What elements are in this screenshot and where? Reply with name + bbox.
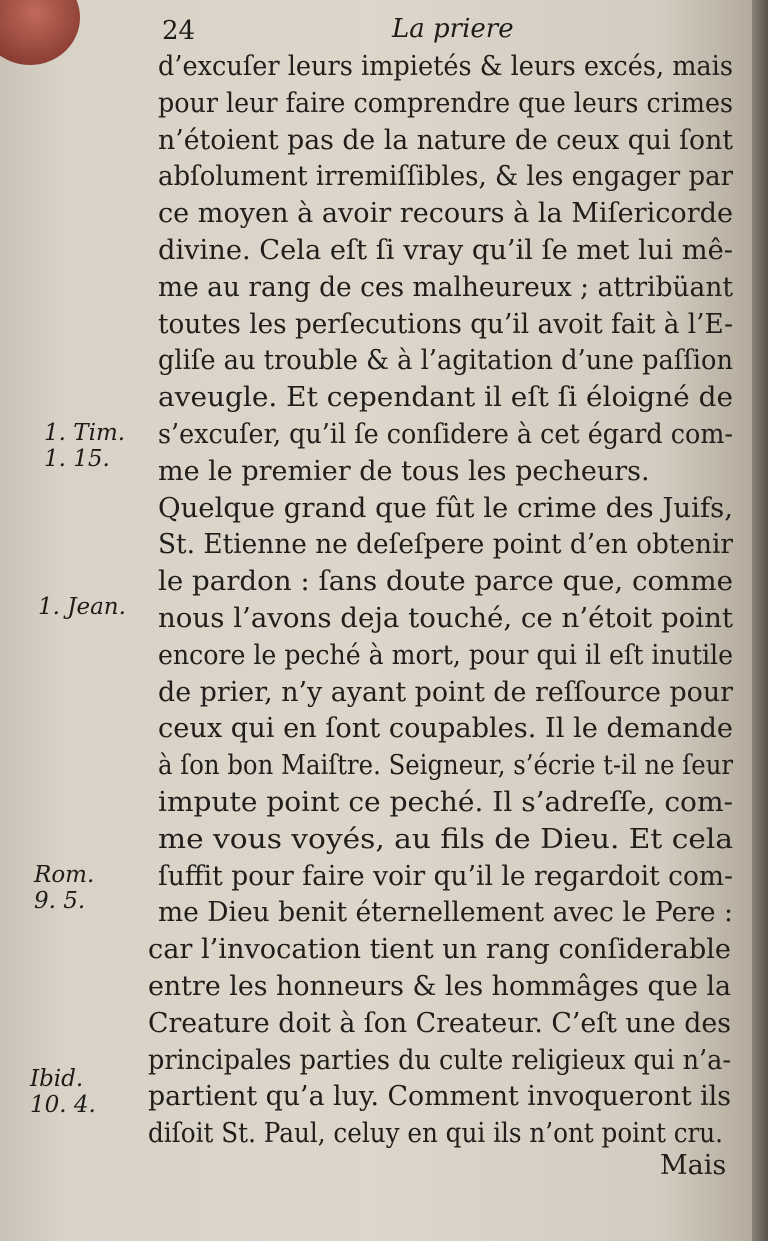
thumb — [0, 0, 80, 65]
running-head: La priere — [392, 14, 514, 44]
page-edge — [752, 0, 768, 1241]
text-line: toutes les perſecutions qu’il avoit fait à l’E- — [158, 308, 734, 340]
text-line: s’excuſer, qu’il ſe conſidere à cet égard com- — [158, 419, 734, 450]
text-line: ce moyen à avoir recours à la Miſericorde — [158, 198, 733, 230]
margin-note-line: 9. 5. — [34, 888, 86, 914]
text-line: me le premier de tous les pecheurs. — [158, 455, 650, 487]
text-line: pour leur faire comprendre que leurs crimes — [158, 87, 733, 119]
margin-note-line: Ibid. — [30, 1066, 84, 1092]
text-line: partient qu’a luy. Comment invoqueront ils — [148, 1081, 732, 1113]
text-line: diſoit St. Paul, celuy en qui ils n’ont point cru. — [148, 1118, 724, 1150]
text-line: St. Etienne ne deſeſpere point d’en obtenir — [158, 529, 734, 561]
text-line: impute point ce peché. Il s’adreſſe, com- — [158, 787, 734, 818]
margin-note-rom — [34, 862, 94, 914]
catchword: Mais — [660, 1150, 727, 1181]
text-line: abſolument irremiſſibles, & les engager par — [158, 161, 734, 193]
margin-note-line: 1. Jean. — [38, 594, 126, 620]
text-line: aveugle. Et cependant il eſt ſi éloigné de — [158, 382, 734, 414]
text-line: gliſe au trouble & à l’agitation d’une paſſion — [158, 345, 733, 377]
text-line: de prier, n’y ayant point de reſſource pour — [158, 676, 734, 708]
text-line: n’étoient pas de la nature de ceux qui ſont — [158, 124, 734, 156]
text-line: Creature doit à ſon Createur. C’eſt une des — [148, 1007, 731, 1039]
margin-note-tim — [44, 420, 125, 472]
margin-note-line: 10. 4. — [30, 1092, 96, 1118]
text-line: d’excuſer leurs impietés & leurs excés, mais — [158, 51, 733, 82]
text-line: me Dieu benit éternellement avec le Pere : — [158, 897, 733, 929]
margin-note-jean — [38, 594, 126, 620]
text-line: le pardon : ſans doute parce que, comme — [158, 566, 733, 598]
text-line: me vous voyés, au fils de Dieu. Et cela — [158, 823, 734, 855]
text-line: Quelque grand que fût le crime des Juifs, — [158, 492, 734, 524]
body-text — [148, 50, 734, 1170]
text-line: car l’invocation tient un rang conſiderable — [148, 934, 731, 966]
text-line: à ſon bon Maiſtre. Seigneur, s’écrie t-il ne ſeur — [158, 750, 734, 782]
page-number: 24 — [162, 16, 196, 46]
text-line: entre les honneurs & les hommâges que la — [148, 971, 731, 1002]
margin-note-line: Rom. — [34, 862, 95, 888]
text-line: divine. Cela eſt ſi vray qu’il ſe met lui mê- — [158, 235, 733, 266]
text-line: encore le peché à mort, pour qui il eſt inutile — [158, 639, 733, 671]
text-line: ſuffit pour faire voir qu’il le regardoit com- — [158, 860, 734, 892]
text-line: me au rang de ces malheureux ; attribüant — [158, 271, 733, 303]
text-line: ceux qui en ſont coupables. Il le demande — [158, 713, 734, 745]
text-line: principales parties du culte religieux qui n’a- — [148, 1044, 732, 1076]
text-line: nous l’avons deja touché, ce n’étoit point — [158, 603, 734, 634]
margin-note-line: 1. 15. — [44, 446, 110, 472]
margin-note-ibid — [30, 1066, 96, 1118]
margin-note-line: 1. Tim. — [44, 420, 126, 446]
